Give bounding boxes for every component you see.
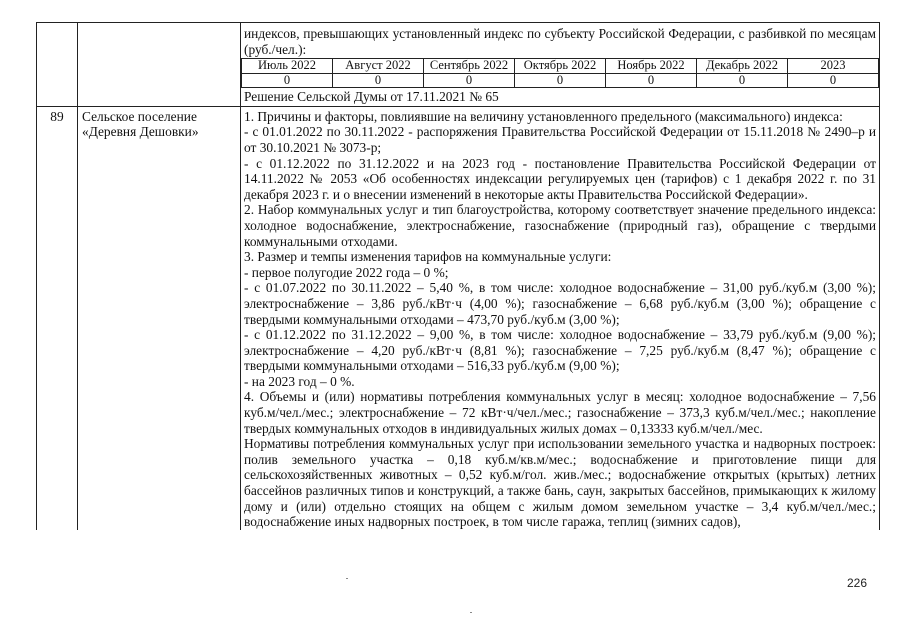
scan-speck [470, 612, 472, 613]
paragraph: 4. Объемы и (или) нормативы потребления коммунальных услуг в месяц: холодное водоснабжение – 7,56 куб.м/чел./мес.; электроснабжение – 72 кВт·ч/чел./мес.; газоснабжение – 373,3 куб.м/чел./мес.; накопление твердых коммунальных отходов в индивидуальных жилых домах – 0,13333 куб.м/чел./мес. [244, 389, 876, 436]
month-value: 0 [788, 73, 879, 88]
month-value: 0 [242, 73, 333, 88]
scan-speck [346, 578, 348, 579]
paragraph: 1. Причины и факторы, повлиявшие на величину установленного предельного (максимального) индекса: [244, 108, 843, 124]
paragraph: 2. Набор коммунальных услуг и тип благоустройства, которому соответствует значение предельного индекса: холодное водоснабжение, электроснабжение, газоснабжение (природный газ), обращение с твердыми коммунальными отходами. [244, 202, 876, 249]
settlement-name: Сельское поселение «Деревня Дешовки» [82, 108, 199, 140]
decision-text: Решение Сельской Думы от 17.11.2021 № 65 [244, 89, 499, 105]
paragraph: - с 01.01.2022 по 30.11.2022 - распоряжения Правительства Российской Федерации от 15.11.2018 № 2490–р и от 30.10.2021 № 3073-р; [244, 124, 876, 155]
empty-number-cell [37, 23, 78, 107]
month-header: Ноябрь 2022 [606, 59, 697, 74]
month-value: 0 [515, 73, 606, 88]
month-header: Июль 2022 [242, 59, 333, 74]
description-cell [241, 106, 880, 530]
paragraph: - на 2023 год – 0 %. [244, 373, 355, 389]
intro-text: индексов, превышающих установленный индекс по субъекту Российской Федерации, с разбивкой по месяцам (руб./чел.): [244, 26, 876, 57]
empty-name-cell [78, 23, 241, 107]
month-header: 2023 [788, 59, 879, 74]
month-value: 0 [333, 73, 424, 88]
table-row-89 [37, 106, 880, 530]
month-header: Декабрь 2022 [697, 59, 788, 74]
month-value: 0 [606, 73, 697, 88]
paragraph: - с 01.12.2022 по 31.12.2022 и на 2023 год - постановление Правительства Российской Федерации от 14.11.2022 № 2053 «Об особенностях индексации регулируемых цен (тарифов) с 1 декабря 2022 г. по 31 декабря 2023 г. и о внесении изменений в некоторые акты Правительства Российской Федерации». [244, 155, 876, 202]
month-value: 0 [424, 73, 515, 88]
month-header: Август 2022 [333, 59, 424, 74]
paragraph: Нормативы потребления коммунальных услуг при использовании земельного участка и надворных построек: полив земельного участка – 0,18 куб.м/кв.м/мес.; водоснабжение и приготовление пищи для сельскохозяйственных животных – 0,52 куб.м/гол. жив./мес.; водоснабжение открытых (крытых) летних бассейнов различных типов и конструкций, а также бань, саун, закрытых бассейнов, примыкающих к жилому дому и (или) отдельно стоящих на общем с жилым домом земельном участке – 3,4 куб.м/чел./мес.; водоснабжение иных надворных построек, в том числе гаража, теплиц (зимних садов), [244, 436, 876, 530]
paragraph: - с 01.12.2022 по 31.12.2022 – 9,00 %, в том числе: холодное водоснабжение – 33,79 руб./куб.м (9,00 %); электроснабжение – 4,20 руб./кВт·ч (8,81 %); газоснабжение – 7,25 руб./куб.м (8,47 %); обращение с твердыми коммунальными отходами – 516,33 руб./куб.м (9,00 %); [244, 327, 876, 374]
month-header: Октябрь 2022 [515, 59, 606, 74]
table-row-continuation [37, 23, 880, 107]
document-table [36, 22, 880, 530]
values-row [242, 73, 879, 88]
page-number: 226 [846, 576, 867, 590]
monthly-index-table [241, 58, 879, 88]
paragraph: 3. Размер и темпы изменения тарифов на коммунальные услуги: [244, 249, 612, 265]
continuation-cell [241, 23, 880, 107]
row-number: 89 [50, 108, 64, 124]
paragraph: - с 01.07.2022 по 30.11.2022 – 5,40 %, в том числе: холодное водоснабжение – 31,00 руб./куб.м (3,00 %); электроснабжение – 3,86 руб./кВт·ч (4,00 %); газоснабжение – 6,68 руб./куб.м (3,00 %); обращение с твердыми коммунальными отходами – 473,70 руб./куб.м (3,00 %); [244, 280, 876, 327]
paragraph: - первое полугодие 2022 года – 0 %; [244, 264, 449, 280]
month-value: 0 [697, 73, 788, 88]
month-header: Сентябрь 2022 [424, 59, 515, 74]
months-header-row [242, 59, 879, 74]
